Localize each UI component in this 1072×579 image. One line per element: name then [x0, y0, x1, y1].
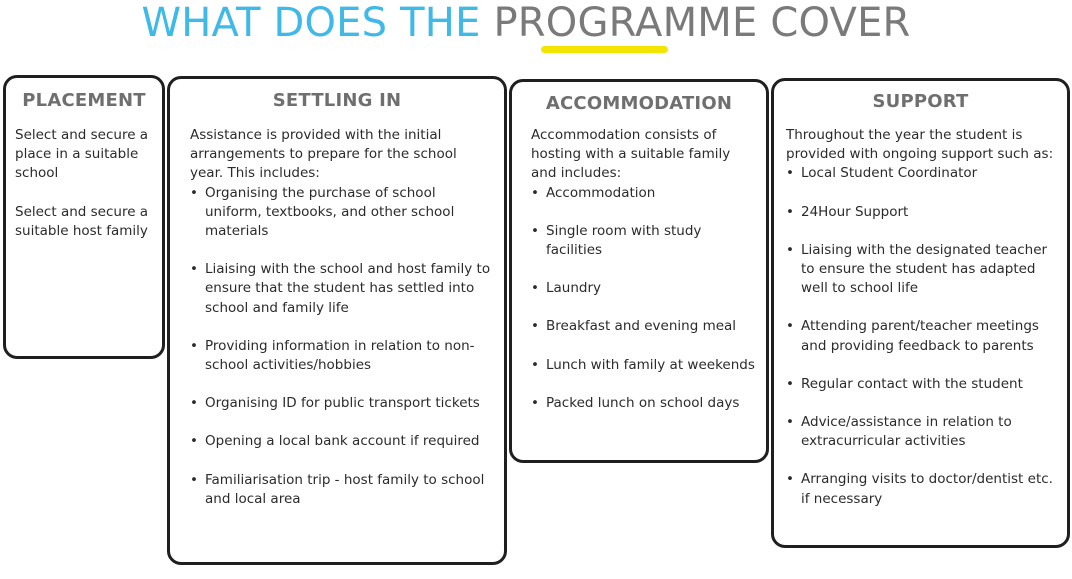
- list-item: [786, 413, 1061, 451]
- list-item-text: Regular contact with the student: [801, 375, 1023, 392]
- placement-body: [15, 126, 154, 241]
- bullet-icon: •: [531, 280, 539, 297]
- placement-paragraph: Select and secure a place in a suitable school: [15, 127, 149, 182]
- list-item-text: Familiarisation trip - host family to school and local area: [205, 471, 485, 507]
- list-item: [190, 337, 494, 375]
- bullet-icon: •: [786, 414, 794, 431]
- list-item-text: Organising the purchase of school uniform, textbooks, and other school materials: [205, 184, 455, 240]
- accommodation-heading: ACCOMMODATION: [545, 93, 733, 114]
- list-item-text: Organising ID for public transport tickets: [205, 395, 480, 412]
- list-item: [531, 222, 758, 260]
- settling-in-list: [190, 184, 494, 509]
- bullet-icon: •: [190, 184, 198, 201]
- support-card: [771, 78, 1070, 548]
- list-item-text: Packed lunch on school days: [546, 394, 740, 411]
- bullet-icon: •: [190, 261, 198, 278]
- page-title-highlight: WHAT DOES THE: [141, 0, 494, 46]
- bullet-icon: •: [786, 241, 794, 258]
- list-item-text: Attending parent/teacher meetings and providing feedback to parents: [801, 318, 1039, 354]
- settling-in-intro: Assistance is provided with the initial arrangements to prepare for the school year. This includes:: [190, 127, 457, 182]
- list-item: [786, 317, 1061, 355]
- accommodation-list: [531, 184, 758, 413]
- bullet-icon: •: [786, 471, 794, 488]
- settling-in-heading: SETTLING IN: [272, 90, 402, 111]
- bullet-icon: •: [786, 318, 794, 335]
- bullet-icon: •: [531, 356, 539, 373]
- list-item: [190, 432, 494, 451]
- list-item-text: Local Student Coordinator: [801, 165, 978, 182]
- list-item: [531, 394, 758, 413]
- bullet-icon: •: [786, 165, 794, 182]
- list-item-text: Liaising with the designated teacher to ensure the student has adapted well to school life: [801, 241, 1048, 297]
- support-heading: SUPPORT: [872, 91, 969, 112]
- settling-in-body: [190, 126, 494, 509]
- bullet-icon: •: [190, 433, 198, 450]
- placement-card: [3, 75, 165, 359]
- list-item-text: Accommodation: [546, 184, 656, 201]
- settling-in-card: [167, 76, 507, 565]
- list-item: [786, 375, 1061, 394]
- bullet-icon: •: [531, 318, 539, 335]
- bullet-icon: •: [786, 375, 794, 392]
- list-item-text: Opening a local bank account if required: [205, 433, 480, 450]
- list-item-text: Laundry: [546, 280, 602, 297]
- page-title-main: PROGRAMME COVER: [493, 0, 911, 46]
- list-item-text: Breakfast and evening meal: [546, 318, 737, 335]
- list-item-text: Liaising with the school and host family to ensure that the student has settled into school and family life: [205, 261, 491, 316]
- accommodation-card: [509, 79, 769, 463]
- accommodation-body: [531, 126, 758, 413]
- list-item: [786, 470, 1061, 508]
- list-item: [786, 164, 1061, 183]
- placement-paragraph: Select and secure a suitable host family: [15, 203, 149, 239]
- list-item-text: Arranging visits to doctor/dentist etc. if necessary: [801, 471, 1053, 507]
- list-item: [190, 260, 494, 318]
- list-item: [531, 184, 758, 203]
- list-item-text: 24Hour Support: [801, 203, 909, 220]
- placement-heading: PLACEMENT: [22, 90, 146, 111]
- list-item: [786, 203, 1061, 222]
- accommodation-intro: Accommodation consists of hosting with a suitable family and includes:: [531, 127, 731, 182]
- list-item: [786, 241, 1061, 299]
- bullet-icon: •: [531, 394, 539, 411]
- list-item-text: Providing information in relation to non-school activities/hobbies: [205, 337, 475, 374]
- list-item: [190, 471, 494, 509]
- list-item-text: Single room with study facilities: [546, 222, 702, 259]
- bullet-icon: •: [190, 337, 198, 354]
- support-list: [786, 164, 1061, 508]
- list-item: [531, 317, 758, 336]
- title-underline-accent: [541, 46, 668, 53]
- bullet-icon: •: [190, 471, 198, 488]
- support-body: [786, 126, 1061, 509]
- list-item-text: Lunch with family at weekends: [546, 356, 755, 373]
- list-item: [531, 356, 758, 375]
- bullet-icon: •: [190, 395, 198, 412]
- bullet-icon: •: [786, 203, 794, 220]
- bullet-icon: •: [531, 184, 539, 201]
- list-item-text: Advice/assistance in relation to extracurricular activities: [801, 414, 1012, 450]
- support-intro: Throughout the year the student is provided with ongoing support such as:: [786, 127, 1054, 163]
- list-item: [531, 279, 758, 298]
- bullet-icon: •: [531, 222, 539, 239]
- list-item: [190, 394, 494, 413]
- list-item: [190, 184, 494, 242]
- page-title: [0, 0, 1052, 46]
